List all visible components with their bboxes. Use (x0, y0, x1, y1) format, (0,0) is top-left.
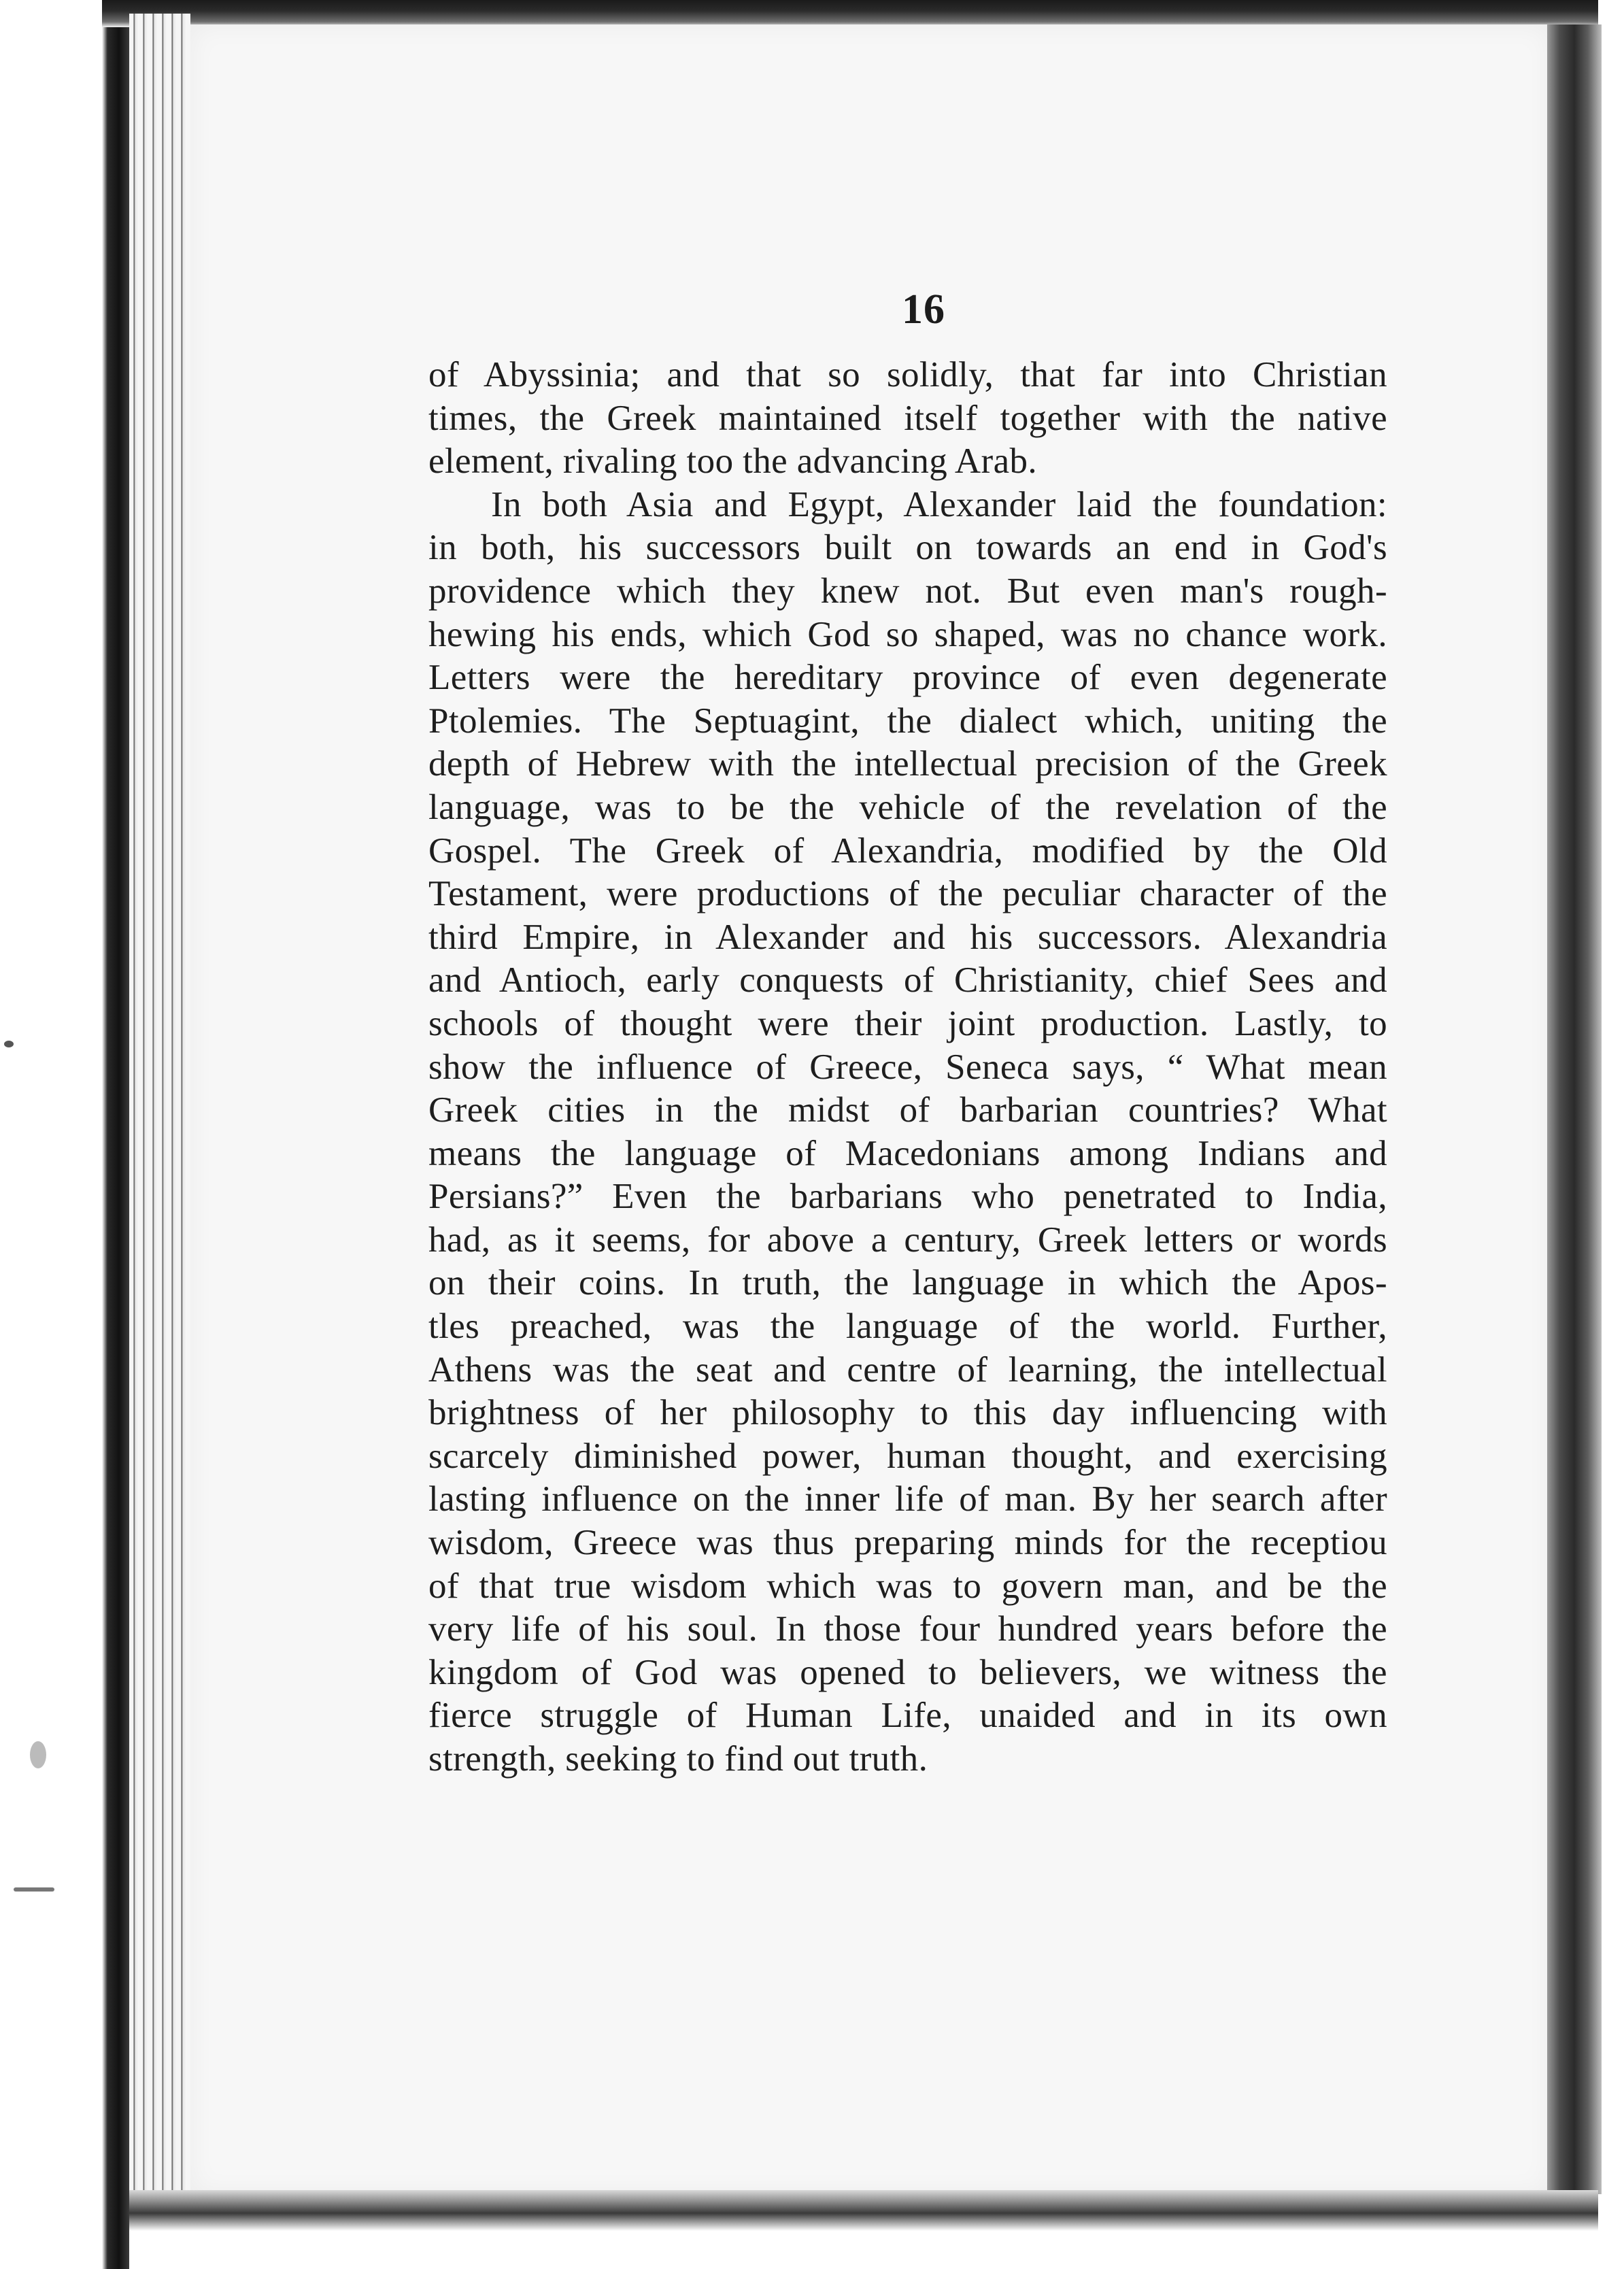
text-line: Ptolemies. The Septuagint, the dialect which, uniting the (428, 701, 1387, 741)
text-line: times, the Greek maintained itself together with the native (428, 398, 1387, 438)
text-line: depth of Hebrew with the intellectual precision of the Greek (428, 744, 1387, 784)
scan-right-margin (1602, 0, 1624, 2269)
text-line: In both Asia and Egypt, Alexander laid the foundation: (491, 484, 1387, 524)
scan-top-border (102, 0, 1598, 27)
text-line: of that true wisdom which was to govern man, and be the (428, 1566, 1387, 1606)
body-text (428, 354, 1387, 1781)
text-line: providence which they knew not. But even man's rough- (428, 571, 1387, 611)
text-line: hewing his ends, which God so shaped, was no chance work. (428, 614, 1387, 654)
text-line: schools of thought were their joint production. Lastly, to (428, 1003, 1387, 1043)
text-line: Greek cities in the midst of barbarian countries? What (428, 1090, 1387, 1130)
text-line: Persians?” Even the barbarians who penetrated to India, (428, 1177, 1387, 1217)
text-line: wisdom, Greece was thus preparing minds for the receptiou (428, 1523, 1387, 1563)
text-line: Athens was the seat and centre of learning, the intellectual (428, 1349, 1387, 1390)
text-line: had, as it seems, for above a century, Greek letters or words (428, 1220, 1387, 1260)
margin-speck (14, 1887, 54, 1892)
text-line: on their coins. In truth, the language in which the Apos- (428, 1263, 1387, 1303)
text-line: fierce struggle of Human Life, unaided and in its own (428, 1696, 1387, 1736)
text-line: kingdom of God was opened to believers, we witness the (428, 1652, 1387, 1692)
text-line: language, was to be the vehicle of the revelation of the (428, 787, 1387, 827)
text-line: of Abyssinia; and that so solidly, that far into Christian (428, 355, 1387, 394)
scan-right-border (1547, 24, 1602, 2194)
text-line: and Antioch, early conquests of Christianity, chief Sees and (428, 960, 1387, 1001)
scan-bottom-border (129, 2190, 1598, 2269)
text-line: tles preached, was the language of the world. Further, (428, 1307, 1387, 1347)
text-line: element, rivaling too the advancing Arab. (428, 441, 1038, 482)
margin-speck (4, 1041, 14, 1047)
text-line: Gospel. The Greek of Alexandria, modified by the Old (428, 830, 1387, 871)
text-line: Letters were the hereditary province of even degenerate (428, 658, 1387, 698)
text-line: brightness of her philosophy to this day influencing with (428, 1393, 1387, 1433)
text-line: means the language of Macedonians among Indians and (428, 1133, 1387, 1173)
text-line: in both, his successors built on towards an end in God's (428, 528, 1387, 568)
text-line: third Empire, in Alexander and his successors. Alexandria (428, 917, 1387, 957)
page-number: 16 (902, 286, 945, 333)
text-line: very life of his soul. In those four hundred years before the (428, 1609, 1387, 1649)
text-line: Testament, were productions of the peculiar character of the (428, 874, 1387, 914)
text-line: show the influence of Greece, Seneca says, “ What mean (428, 1047, 1387, 1087)
scan-left-border (0, 0, 129, 2269)
book-page-stack (129, 14, 190, 2204)
text-line: scarcely diminished power, human thought, and exercising (428, 1436, 1387, 1476)
text-line: strength, seeking to find out truth. (428, 1739, 928, 1779)
margin-speck (30, 1741, 46, 1768)
text-line: lasting influence on the inner life of man. By her search after (428, 1479, 1387, 1519)
